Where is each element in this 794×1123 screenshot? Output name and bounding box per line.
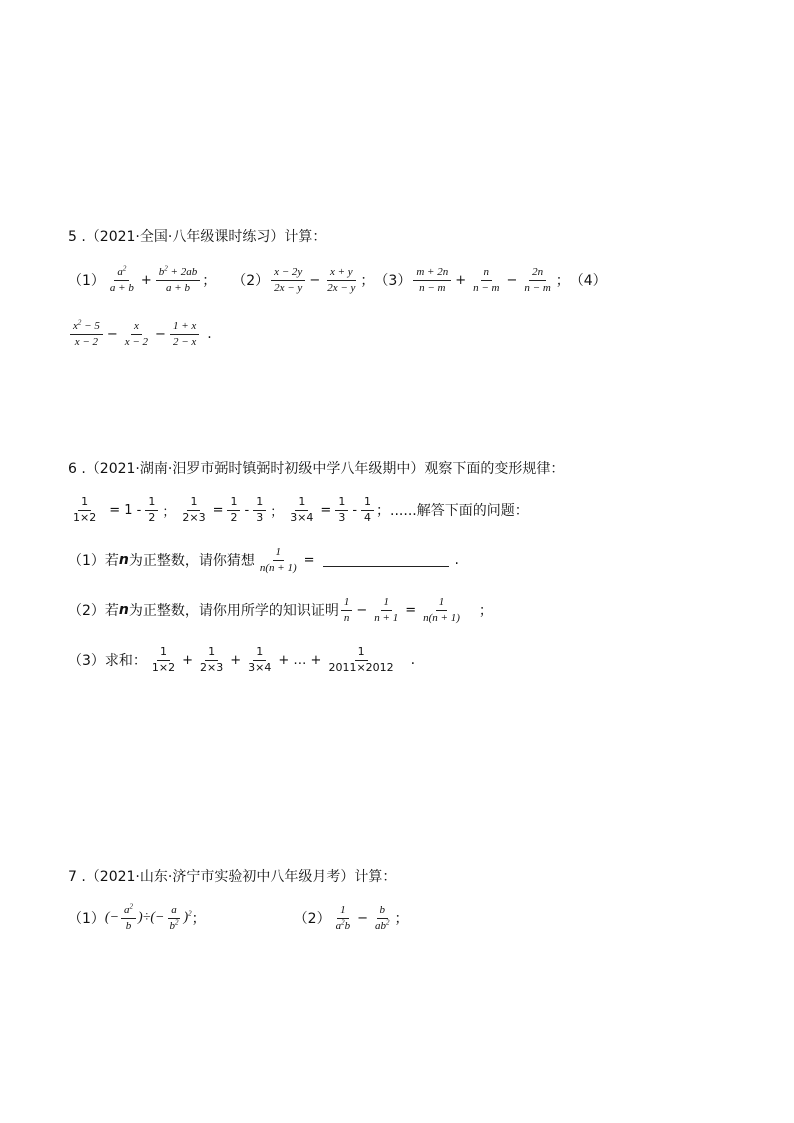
fraction: $\frac{1}{3}$ <box>253 496 266 524</box>
q7-header: 7 .（2021·山东·济宁市实验初中八年级月考）计算： <box>68 869 397 885</box>
q7-part2-label: （2） <box>293 911 331 928</box>
q5-expressions-row2: $\frac{x^2 - 5}{x - 2}$ − $\frac{x}{x - 2}$ − $\frac{1 + x}{2 - x}$ . <box>68 320 212 348</box>
fraction: $\frac{1}{1\times 2}$ <box>73 495 97 524</box>
fraction: $\frac{1}{n(n + 1)}$ <box>259 546 297 574</box>
fraction: $\frac{1}{4}$ <box>361 496 374 524</box>
fraction: $\frac{x - 2y}{2x - y}$ <box>271 266 305 294</box>
fraction: $\frac{1}{3\times 4}$ <box>290 495 314 524</box>
q6-header: 6 .（2021·湖南·汨罗市弼时镇弼时初级中学八年级期中）观察下面的变形规律： <box>68 461 565 477</box>
fraction: $\frac{a^2}{a + b}$ <box>109 264 134 294</box>
fraction: $\frac{x + y}{2x - y}$ <box>327 266 356 294</box>
fraction: $\frac{1}{3}$ <box>335 496 348 524</box>
q6-part1: （1）若 n 为正整数，请你猜想 $\frac{1}{n(n + 1)}$ = . <box>68 546 459 574</box>
fraction: $\frac{b}{ab^2}$ <box>375 904 390 932</box>
q5-header: 5 .（2021·全国·八年级课时练习）计算： <box>68 229 327 245</box>
q6-part3: （3）求和： $\frac{1}{1\times 2}$ + $\frac{1}{2\times 3}$ + $\frac{1}{3\times 4}$ + … + $\frac{1}{2011\times 2012}$ . <box>68 645 416 674</box>
fraction: $\frac{1}{2\times 3}$ <box>200 645 224 674</box>
fraction: $\frac{1}{1\times 2}$ <box>151 645 176 674</box>
q5-part1-label: （1） <box>68 273 105 290</box>
fraction: $\frac{a}{b^2}$ <box>169 904 179 932</box>
fraction: $\frac{1}{3\times 4}$ <box>248 645 272 674</box>
fraction: $\frac{1}{2011\times 2012}$ <box>328 645 394 674</box>
fraction: $\frac{a^2}{b}$ <box>121 904 136 932</box>
answer-blank[interactable] <box>323 554 449 567</box>
q5-part2-label: （2） <box>232 273 270 290</box>
fraction: $\frac{1}{a^2b}$ <box>335 904 351 932</box>
fraction: $\frac{1 + x}{2 - x}$ <box>170 320 199 348</box>
fraction: $\frac{x^2 - 5}{x - 2}$ <box>70 320 103 348</box>
q7-expressions: （1） (− $\frac{a^2}{b}$ )÷(− $\frac{a}{b^2}$ )$^2$ ； （2） $\frac{1}{a^2b}$ − $\frac{b}{ab^2}$ ； <box>68 902 409 932</box>
q6-pattern: $\frac{1}{1\times 2}$ = 1 - $\frac{1}{2}$ ； $\frac{1}{2\times 3}$ = $\frac{1}{2}$ - $\frac{1}{3}$ ； $\frac{1}{3\times 4}$ = $\frac{1}{3}$ - $\frac{1}{4}$ ；......解答下面的问题： <box>68 496 529 524</box>
fraction: $\frac{2n}{n - m}$ <box>524 266 551 294</box>
fraction: $\frac{1}{2}$ <box>145 496 158 524</box>
q5-part4-label: （4） <box>569 273 607 290</box>
fraction: $\frac{1}{2}$ <box>227 496 240 524</box>
q5-expressions-row1: （1） $\frac{a^2}{a + b}$ + $\frac{b^2 + 2ab}{a + b}$ ； （2） $\frac{x - 2y}{2x - y}$ − $\frac{x + y}{2x - y}$ ； （3） $\frac{m + 2n}{n - m}$ + $\frac{n}{n - m}$ − $\frac{2n}{n - m}$ ； （4） <box>68 264 607 294</box>
fraction: $\frac{1}{n}$ <box>341 596 353 624</box>
q7-part1-label: （1） <box>68 911 105 928</box>
q5-part3-label: （3） <box>374 273 412 290</box>
fraction: $\frac{m + 2n}{n - m}$ <box>413 266 451 294</box>
fraction: $\frac{n}{n - m}$ <box>473 266 500 294</box>
fraction: $\frac{1}{n(n + 1)}$ <box>423 596 460 624</box>
fraction: $\frac{1}{2\times 3}$ <box>182 495 206 524</box>
fraction: $\frac{1}{n + 1}$ <box>374 596 399 624</box>
q6-part2: （2）若 n 为正整数，请你用所学的知识证明 $\frac{1}{n}$ − $\frac{1}{n + 1}$ = $\frac{1}{n(n + 1)}$ ； <box>68 596 493 624</box>
fraction: $\frac{x}{x - 2}$ <box>124 320 149 348</box>
fraction: $\frac{b^2 + 2ab}{a + b}$ <box>156 266 200 294</box>
